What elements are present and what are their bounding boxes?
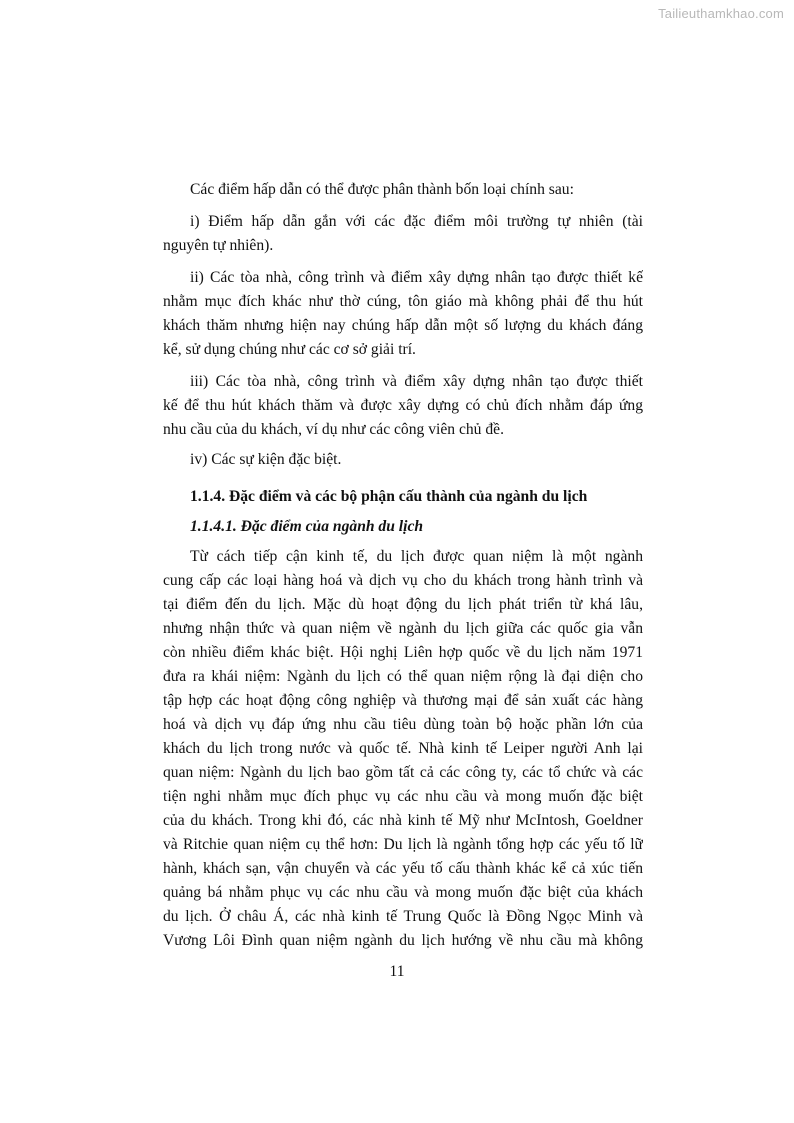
text-line: iii) Các tòa nhà, công trình và điểm xây dựng nhân tạo được thiết	[190, 373, 643, 390]
text-line: của du khách. Trong khi đó, các nhà kinh tế Mỹ như McIntosh, Goeldner	[163, 812, 643, 829]
text-line: 1.1.4.1. Đặc điểm của ngành du lịch	[190, 518, 424, 535]
text-line: nguyên tự nhiên).	[163, 237, 274, 254]
paragraph	[163, 448, 643, 472]
paragraph	[163, 178, 643, 202]
text-line: nhằm mục đích khác như thờ cúng, tôn giáo mà không phải để thu hút	[163, 293, 643, 310]
text-line: iv) Các sự kiện đặc biệt.	[190, 451, 342, 468]
paragraph	[163, 210, 643, 258]
text-line: ii) Các tòa nhà, công trình và điểm xây dựng nhân tạo được thiết kế	[190, 269, 643, 286]
text-line: khách thăm nhưng hiện nay chúng hấp dẫn một số lượng du khách đáng	[163, 317, 643, 334]
text-line: nhưng nhận thức và quan niệm về ngành du lịch giữa các quốc gia vẫn	[163, 620, 643, 637]
text-line: Từ cách tiếp cận kinh tế, du lịch được quan niệm là một ngành	[190, 548, 643, 565]
text-line: đưa ra khái niệm: Ngành du lịch có thể quan niệm rộng là đại diện cho	[163, 668, 643, 685]
text-line: và Ritchie quan niệm cụ thể hơn: Du lịch là ngành tổng hợp các yếu tố lữ	[163, 836, 643, 853]
text-line: hoá và dịch vụ đáp ứng nhu cầu tiêu dùng toàn bộ hoặc phần lớn của	[163, 716, 643, 733]
text-line: cung cấp các loại hàng hoá và dịch vụ cho du khách trong hành trình và	[163, 572, 643, 589]
text-line: Vương Lôi Đình quan niệm ngành du lịch hướng về nhu cầu mà không	[163, 932, 643, 949]
text-line: quảng bá nhằm phục vụ các nhu cầu và mong muốn đặc biệt của khách	[163, 884, 643, 901]
text-line: khách du lịch trong nước và quốc tế. Nhà kinh tế Leiper người Anh lại	[163, 740, 643, 757]
text-line: còn nhiều điểm khác biệt. Hội nghị Liên hợp quốc về du lịch năm 1971	[163, 644, 643, 661]
paragraph	[163, 370, 643, 442]
text-line: i) Điểm hấp dẫn gắn với các đặc điểm môi trường tự nhiên (tài	[190, 213, 643, 230]
text-line: Các điểm hấp dẫn có thể được phân thành bốn loại chính sau:	[190, 181, 574, 198]
text-line: quan niệm: Ngành du lịch bao gồm tất cả các công ty, các tổ chức và các	[163, 764, 643, 781]
text-line: tại điểm đến du lịch. Mặc dù hoạt động du lịch phát triển từ khá lâu,	[163, 596, 643, 613]
text-line: 1.1.4. Đặc điểm và các bộ phận cấu thành của ngành du lịch	[190, 488, 588, 505]
text-line: kể, sử dụng chúng như các cơ sở giải trí.	[163, 341, 416, 358]
watermark: Tailieuthamkhao.com	[658, 6, 784, 21]
text-line: kế để thu hút khách thăm và được xây dựng có chủ đích nhằm đáp ứng	[163, 397, 643, 414]
text-line: du lịch. Ở châu Á, các nhà kinh tế Trung Quốc là Đồng Ngọc Minh và	[163, 908, 643, 925]
paragraph	[163, 545, 643, 953]
section-heading	[163, 485, 643, 509]
text-line: tiện nghi nhằm mục đích phục vụ các nhu cầu và mong muốn đặc biệt	[163, 788, 643, 805]
paragraph	[163, 266, 643, 362]
text-line: nhu cầu của du khách, ví dụ như các công viên chủ đề.	[163, 421, 504, 438]
text-line: hành, khách sạn, vận chuyển và các yếu tố cấu thành khác kể cả xúc tiến	[163, 860, 643, 877]
text-line: tập hợp các hoạt động công nghiệp và thương mại để sản xuất các hàng	[163, 692, 643, 709]
subsection-heading	[163, 515, 643, 539]
page-number: 11	[389, 963, 405, 980]
